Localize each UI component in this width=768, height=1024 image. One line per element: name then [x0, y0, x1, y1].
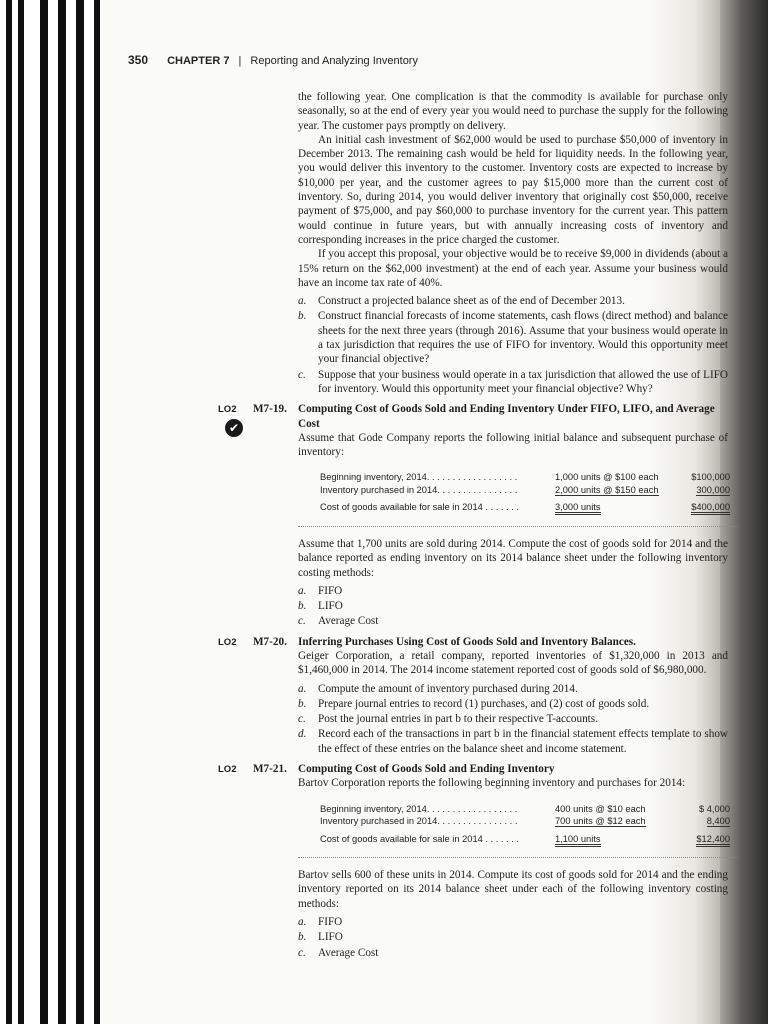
running-header [128, 53, 418, 67]
paragraph: the following year. One complication is that the commodity is available for purchase only seasonally, so at the end of every year you would need to purchase the supply for the following year. The customer pays promptly on delivery. [298, 91, 728, 132]
page-number: 350 [128, 53, 149, 67]
question-list [298, 682, 728, 756]
problem-m7-20 [218, 635, 728, 756]
list-item: a. FIFO [298, 584, 343, 597]
table-row: Inventory purchased in 2014. . . . . . . . . . . . . . . . 2,000 units @ $150 each 300,000 [320, 484, 730, 495]
question-list [298, 294, 728, 396]
list-item: a. Compute the amount of inventory purchased during 2014. [298, 682, 578, 695]
list-item: c. Average Cost [298, 946, 379, 959]
chapter-label: CHAPTER 7 [167, 55, 230, 67]
table-row: Inventory purchased in 2014. . . . . . . . . . . . . . . . 700 units @ $12 each 8,400 [320, 816, 730, 827]
problem-title: Computing Cost of Goods Sold and Ending Inventory Under FIFO, LIFO, and Average Cost [298, 403, 715, 430]
learning-objective-label: LO2 [218, 764, 237, 776]
problem-number: M7-19. [253, 403, 287, 416]
divider [298, 857, 738, 858]
list-item: a. Construct a projected balance sheet as of the end of December 2013. [298, 295, 625, 308]
table-row: Beginning inventory, 2014. . . . . . . . . . . . . . . . . . 400 units @ $10 each $ 4,000 [320, 803, 730, 814]
paragraph: Assume that 1,700 units are sold during 2014. Compute the cost of goods sold for 2014 and the balance reported as ending inventory on its 2014 balance sheet under the following inventory costing methods: [298, 537, 728, 579]
paragraph: Bartov sells 600 of these units in 2014. Compute its cost of goods sold for 2014 and the ending inventory reported on its 2014 balance sheet under each of the following inventory costing methods: [298, 869, 728, 910]
problem-number: M7-21. [253, 763, 287, 776]
list-item: c. Suppose that your business would operate in a tax jurisdiction that allowed the use of LIFO for inventory. Would this opportunity meet your financial objective? Why? [298, 368, 728, 395]
checkmark-icon: ✔ [225, 419, 243, 437]
paragraph: Assume that Gode Company reports the following initial balance and subsequent purchase of inventory: [298, 431, 728, 459]
inventory-table [320, 803, 730, 846]
list-item: c. Average Cost [298, 615, 379, 628]
paragraph: An initial cash investment of $62,000 would be used to purchase $50,000 of inventory in December 2013. The remaining cash would be held for liquidity needs. In the following year, you would deliver this inventory to the customer. Inventory costs are expected to increase by $10,000 per year, and the customer agrees to pay $15,000 more than the current cost of inventory. So, during 2014, you would deliver inventory that originally cost $50,000, receive payment of $75,000, and pay $60,000 to purchase inventory for the current year. This pattern would continue in future years, but with annually increasing costs of inventory and corresponding increases in the price charged the customer. [298, 133, 728, 246]
list-item: b. LIFO [298, 931, 343, 944]
paragraph: If you accept this proposal, your objective would be to receive $9,000 in dividends (about a 15% return on the $62,000 investment) at the end of each year. Assume your business would have an income tax rate of 40%. [298, 248, 728, 289]
table-total-row: Cost of goods available for sale in 2014 . . . . . . . 3,000 units $400,000 [320, 501, 730, 514]
chapter-title: Reporting and Analyzing Inventory [250, 55, 418, 67]
learning-objective-label: LO2 [218, 404, 237, 416]
table-total-row: Cost of goods available for sale in 2014 . . . . . . . 1,100 units $12,400 [320, 833, 730, 846]
list-item: b. LIFO [298, 600, 343, 613]
problem-m7-19 [218, 402, 730, 628]
learning-objective-label: LO2 [218, 636, 237, 648]
problem-m7-21 [218, 762, 730, 960]
paragraph: Bartov Corporation reports the following beginning inventory and purchases for 2014: [298, 777, 686, 790]
paragraph: Geiger Corporation, a retail company, reported inventories of $1,320,000 in 2013 and $1,460,000 in 2014. The 2014 income statement reported cost of goods sold of $6,980,000. [298, 650, 728, 677]
list-item: a. FIFO [298, 916, 343, 929]
header-separator: | [238, 55, 242, 67]
list-item: b. Construct financial forecasts of income statements, cash flows (direct method) and balance sheets for the next three years (through 2016). Assume that your business would operate in a tax jurisdiction that requires the use of FIFO for inventory. Would this opportunity meet your financial objective? [298, 310, 728, 366]
question-list [298, 584, 728, 629]
list-item: d. Record each of the transactions in part b in the financial statement effects template to show the effect of these entries on the balance sheet and income statement. [298, 728, 728, 755]
problem-title: Computing Cost of Goods Sold and Ending Inventory [298, 763, 555, 776]
list-item: b. Prepare journal entries to record (1) purchases, and (2) cost of goods sold. [298, 697, 650, 710]
problem-title: Inferring Purchases Using Cost of Goods Sold and Inventory Balances. [298, 635, 636, 648]
intro-section [298, 90, 728, 396]
inventory-table [320, 471, 730, 514]
question-list [298, 915, 728, 960]
table-row: Beginning inventory, 2014. . . . . . . . . . . . . . . . . . 1,000 units @ $100 each $100,000 [320, 472, 730, 483]
list-item: c. Post the journal entries in part b to their respective T-accounts. [298, 713, 598, 726]
problem-number: M7-20. [253, 635, 287, 648]
page-content [218, 90, 730, 961]
binder-spiral [0, 0, 100, 1024]
divider [298, 526, 738, 527]
